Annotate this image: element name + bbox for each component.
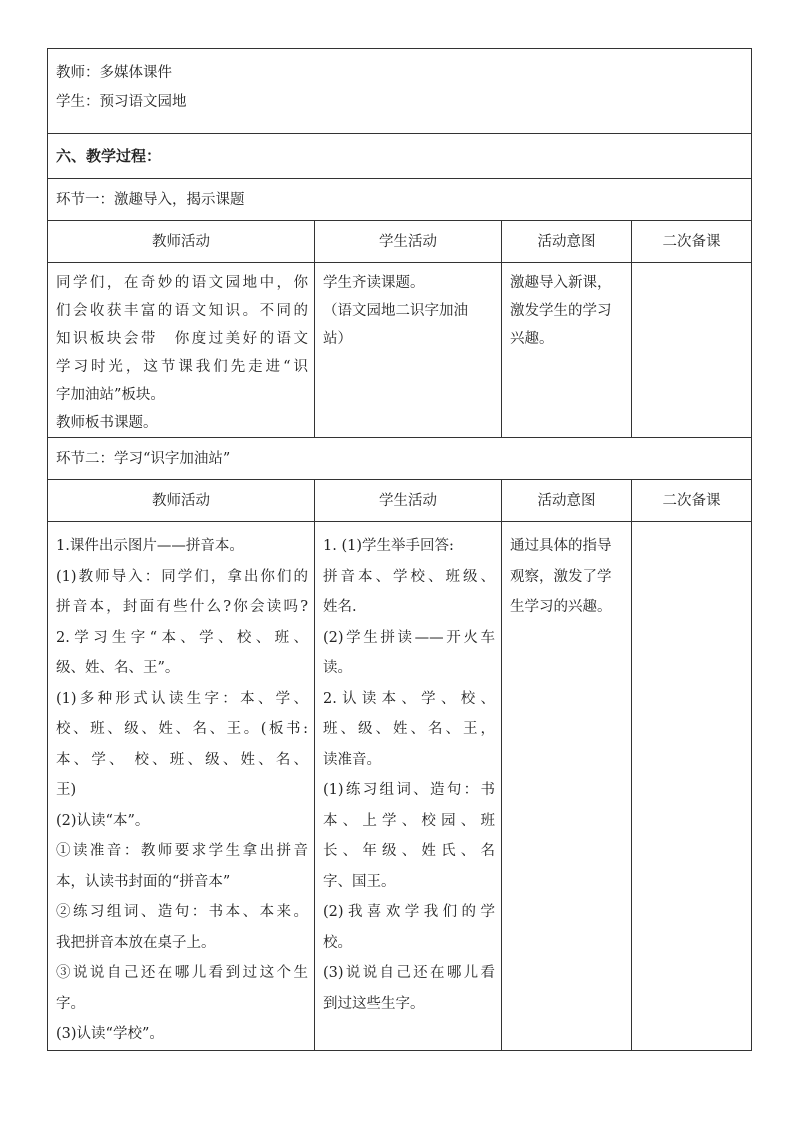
text-line: 字。 [56, 995, 85, 1012]
step1-second-prep [632, 263, 752, 438]
text-line: 我把拼音本放在桌子上。 [56, 934, 216, 951]
text-line: (1)练习组词、造句：书 [323, 782, 495, 798]
text-line: 生学习的兴趣。 [510, 599, 612, 615]
text-line: 读准音。 [323, 751, 381, 768]
step2-intent [502, 522, 632, 1051]
text-line: 字、国王。 [323, 873, 396, 890]
lesson-plan-page [47, 48, 751, 1051]
text-line: 本、学、 校、班、级、姓、名、 [56, 751, 308, 768]
text-line: (3)认读“学校”。 [56, 1026, 164, 1042]
lesson-plan-table [47, 48, 752, 1051]
text-line: （语文园地二识字加油 [323, 303, 468, 319]
text-line: 知识板块会带 你度过美好的语文 [56, 331, 308, 347]
text-line: 激趣导入新课， [510, 275, 612, 291]
text-line: (2)认读“本”。 [56, 812, 150, 829]
step1-body-row [48, 263, 752, 438]
text-line: 本，认读书封面的“拼音本” [56, 873, 231, 890]
text-line: (2)我喜欢学我们的学 [323, 904, 495, 920]
text-line: 1.课件出示图片——拼音本。 [56, 538, 244, 554]
text-line: 2.学习生字“本、学、校、班、 [56, 629, 308, 646]
student-preparation: 学生：预习语文园地 [56, 94, 187, 110]
text-line: 拼音本，封面有些什么?你会读吗? [56, 599, 308, 615]
step2-header-teacher: 教师活动 [48, 480, 315, 522]
text-line: 校、班、级、姓、名、王。(板书: [56, 721, 308, 737]
step1-title-row [48, 179, 752, 221]
text-line: 兴趣。 [510, 331, 554, 347]
text-line: 观察，激发了学 [510, 568, 612, 585]
text-line: (1)多种形式认读生字：本、学、 [56, 690, 308, 707]
step1-header-second: 二次备课 [632, 221, 752, 263]
preparation-cell [48, 49, 752, 134]
step2-title: 环节二：学习“识字加油站” [48, 438, 752, 480]
text-line: 2.认读本、学、校、 [323, 690, 495, 707]
step1-student-activity [315, 263, 502, 438]
text-line: 们会收获丰富的语文知识。不同的 [56, 303, 308, 319]
step2-header-second: 二次备课 [632, 480, 752, 522]
text-line: 1. (1)学生举手回答: [323, 538, 454, 554]
step2-header-student: 学生活动 [315, 480, 502, 522]
text-line: (3)说说自己还在哪儿看 [323, 965, 495, 981]
text-line: 拼音本、学校、班级、 [323, 568, 495, 585]
text-line: 通过具体的指导 [510, 538, 612, 554]
preparation-row [48, 49, 752, 134]
step2-body-row [48, 522, 752, 1051]
text-line: 学生齐读课题。 [323, 275, 425, 291]
text-line: (2)学生拼读——开火车 [323, 629, 495, 646]
step2-title-row [48, 438, 752, 480]
text-line: 教师板书课题。 [56, 415, 158, 431]
text-line: 学习时光，这节课我们先走进“识 [56, 359, 308, 375]
text-line: 激发学生的学习 [510, 303, 612, 319]
text-line: 本、上学、校园、班 [323, 812, 495, 829]
text-line: 级、姓、名、王”。 [56, 660, 180, 676]
text-line: 校。 [323, 934, 352, 951]
step2-header-row [48, 480, 752, 522]
section-title: 六、教学过程： [48, 134, 752, 179]
text-line: 到过这些生字。 [323, 995, 425, 1012]
step1-header-teacher: 教师活动 [48, 221, 315, 263]
step2-header-intent: 活动意图 [502, 480, 632, 522]
text-line: ②练习组词、造句：书本、本来。 [56, 904, 308, 920]
step1-intent [502, 263, 632, 438]
step2-teacher-activity [48, 522, 315, 1051]
text-line: 站） [323, 331, 352, 347]
step2-student-activity [315, 522, 502, 1051]
step1-header-student: 学生活动 [315, 221, 502, 263]
teacher-preparation: 教师：多媒体课件 [56, 65, 172, 81]
step1-header-row [48, 221, 752, 263]
text-line: 王) [56, 782, 77, 798]
text-line: 读。 [323, 660, 352, 676]
step1-header-intent: 活动意图 [502, 221, 632, 263]
text-line: (1)教师导入：同学们，拿出你们的 [56, 568, 308, 585]
step1-teacher-activity [48, 263, 315, 438]
text-line: 字加油站”板块。 [56, 387, 165, 403]
text-line: 姓名. [323, 599, 357, 615]
text-line: 班、级、姓、名、王， [323, 721, 495, 737]
step2-second-prep [632, 522, 752, 1051]
step1-title: 环节一：激趣导入，揭示课题 [48, 179, 752, 221]
section-title-row [48, 134, 752, 179]
text-line: ①读准音：教师要求学生拿出拼音 [56, 843, 308, 859]
text-line: ③说说自己还在哪儿看到过这个生 [56, 965, 308, 981]
text-line: 长、年级、姓氏、名 [323, 843, 495, 859]
text-line: 同学们，在奇妙的语文园地中，你 [56, 275, 308, 291]
